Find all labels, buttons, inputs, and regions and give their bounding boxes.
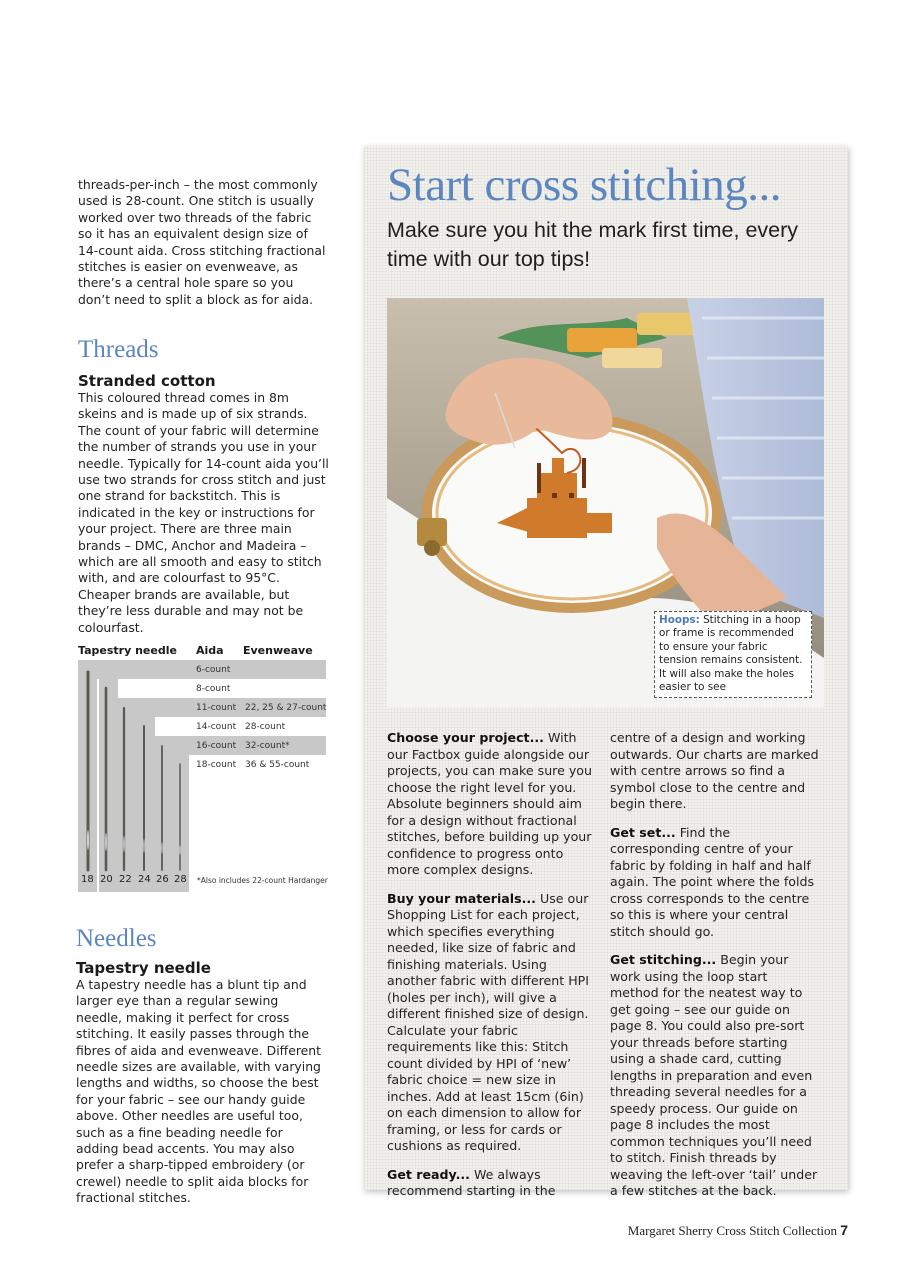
step-bar-24 bbox=[136, 717, 155, 892]
size-label-22: 22 bbox=[119, 874, 132, 885]
stranded-cotton-paragraph: This coloured thread comes in 8m skeins and is made up of six strands. The count of your fabric will determine the number of strands you use in your needle. Typically for 14-count aida you’ll use two strands for cross stitch and just one strand for backstitch. This is indicated in the key or instructions for your project. There are three main brands – DMC, Anchor and Madeira – which are all smooth and easy to stitch with, and are colourfast to 95°C. Cheaper brands are available, but they’re less durable and may not be colourfast. bbox=[78, 390, 329, 635]
needle-size-labels bbox=[78, 874, 190, 890]
needles-heading: Needles bbox=[76, 925, 157, 952]
tip-get-set bbox=[610, 825, 820, 941]
evenweave-row-5: 32-count* bbox=[245, 741, 290, 751]
caption-text: Stitching in a hoop or frame is recommended to ensure your fabric tension remains consistent. It will also make the holes easier to see bbox=[659, 614, 803, 694]
tip-get-stitching-label: Get stitching... bbox=[610, 952, 717, 967]
step-bar-22 bbox=[117, 698, 136, 892]
evenweave-row-4: 28-count bbox=[245, 722, 286, 732]
aida-row-6: 18-count bbox=[196, 760, 237, 770]
page-number: 7 bbox=[840, 1222, 848, 1238]
tip-get-ready-continued bbox=[610, 730, 820, 813]
intro-paragraph: threads-per-inch – the most commonly used is 28-count. One stitch is usually worked over two threads of the fabric so it has an equivalent design size of 14-count aida. Cross stitching fractional stitches is easier on evenweave, as there’s a central hole spare so you don’t need to split a block as for aida. bbox=[78, 177, 326, 307]
caption-label: Hoops: bbox=[659, 614, 700, 626]
step-bar-28 bbox=[173, 755, 189, 892]
size-label-26: 26 bbox=[156, 874, 169, 885]
hoop-caption bbox=[654, 611, 812, 698]
tapestry-needle-paragraph: A tapestry needle has a blunt tip and larger eye than a regular sewing needle, making it perfect for cross stitching. It easily passes through the fibres of aida and evenweave. Different needle sizes are available, with varying lengths and widths, so choose the best for your fabric – see our handy guide above. Other needles are useful too, such as a fine beading needle for adding bead accents. You may also prefer a sharp-tipped embroidery (or crewel) needle to split aida blocks for fractional stitches. bbox=[76, 977, 321, 1206]
size-label-18: 18 bbox=[81, 874, 94, 885]
col-header-aida: Aida bbox=[196, 644, 224, 657]
tip-buy-materials-text: Use our Shopping List for each project, which specifies everything needed, like size of fabric and finishing materials. Using another fabric with different HPI (holes per inch), will give a different finished size of design. Calculate your fabric requirements like this: Stitch count divided by HPI of ‘new’ fabric choice = new size in inches. Add at least 15cm (6in) on each dimension to allow for framing, or less for cards or cushions as required. bbox=[387, 890, 589, 1153]
step-bar-26 bbox=[154, 736, 173, 892]
tip-get-stitching bbox=[610, 952, 820, 1200]
tip-buy-materials bbox=[387, 891, 595, 1155]
size-label-28: 28 bbox=[174, 874, 187, 885]
panel-title: Start cross stitching... bbox=[387, 159, 781, 211]
tip-get-ready-label: Get ready... bbox=[387, 1166, 470, 1182]
aida-row-4: 14-count bbox=[196, 722, 237, 732]
step-bar-20 bbox=[99, 679, 118, 892]
tip-get-stitching-text: Begin your work using the loop start method for the neatest way to get going – see our guide on page 8. You could also pre-sort your threads before starting using a shade card, cutting lengths in preparation and even threading several needles for a speedy process. Our guide on page 8 includes the most common techniques you’ll need to stitch. Finish threads by weaving the left-over ‘tail’ under a few stitches at the back. bbox=[610, 952, 818, 1198]
tip-get-ready-continued-text: centre of a design and working outwards. Our charts are marked with centre arrows so find a symbol close to the centre and begin there. bbox=[610, 730, 819, 811]
aida-row-1: 6-count bbox=[196, 665, 231, 675]
tip-choose-project bbox=[387, 730, 595, 879]
needle-table-footnote: *Also includes 22-count Hardanger bbox=[197, 876, 328, 885]
page-footer bbox=[628, 1222, 848, 1239]
size-label-24: 24 bbox=[138, 874, 151, 885]
aida-row-2: 8-count bbox=[196, 684, 231, 694]
tapestry-needle-heading: Tapestry needle bbox=[76, 959, 211, 977]
tip-buy-materials-label: Buy your materials... bbox=[387, 890, 536, 906]
aida-row-3: 11-count bbox=[196, 703, 237, 713]
size-label-20: 20 bbox=[100, 874, 113, 885]
col-header-evenweave: Evenweave bbox=[243, 644, 313, 657]
needle-size-table bbox=[78, 644, 338, 894]
tip-get-ready bbox=[387, 1167, 595, 1200]
tip-choose-project-label: Choose your project... bbox=[387, 730, 544, 745]
tip-get-set-text: Find the corresponding centre of your fabric by folding in half and half again. The point where the folds cross corresponds to the centre so this is where your central stitch should go. bbox=[610, 824, 815, 939]
evenweave-row-3: 22, 25 & 27-count bbox=[245, 703, 327, 713]
col-header-needle: Tapestry needle bbox=[78, 644, 177, 657]
aida-row-5: 16-count bbox=[196, 741, 237, 751]
tip-choose-project-text: With our Factbox guide alongside our projects, you can make sure you choose the right level for you. Absolute beginners should aim for a design without fractional stitches, before building up your confidence to progress onto more complex designs. bbox=[387, 730, 592, 877]
tip-get-set-label: Get set... bbox=[610, 824, 676, 840]
panel-subtitle: Make sure you hit the mark first time, every time with our top tips! bbox=[387, 218, 799, 271]
threads-heading: Threads bbox=[78, 336, 159, 363]
tips-column-1 bbox=[387, 730, 595, 1200]
publication-name: Margaret Sherry Cross Stitch Collection bbox=[627, 1223, 837, 1238]
stranded-cotton-heading: Stranded cotton bbox=[78, 372, 216, 390]
evenweave-row-6: 36 & 55-count bbox=[245, 760, 310, 770]
tips-column-2 bbox=[610, 730, 820, 1200]
tip-get-ready-text: We always recommend starting in the bbox=[387, 1166, 556, 1198]
